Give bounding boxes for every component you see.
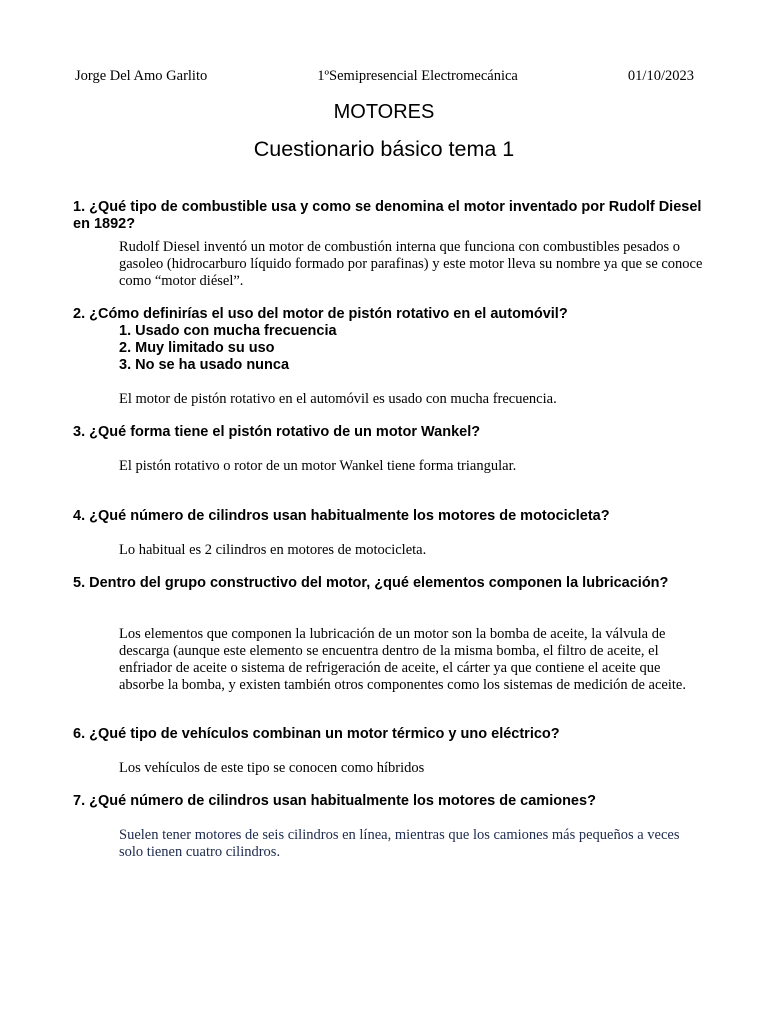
question-2: 2. ¿Cómo definirías el uso del motor de pistón rotativo en el automóvil?	[73, 306, 568, 322]
question-6: 6. ¿Qué tipo de vehículos combinan un motor térmico y uno eléctrico?	[73, 726, 560, 742]
document-date: 01/10/2023	[627, 68, 694, 84]
document-subtitle: Cuestionario básico tema 1	[253, 137, 515, 161]
answer-6: Los vehículos de este tipo se conocen como híbridos	[119, 760, 425, 776]
question-2-option-1: 1. Usado con mucha frecuencia	[119, 323, 337, 339]
question-2-option-2: 2. Muy limitado su uso	[119, 340, 275, 356]
question-5: 5. Dentro del grupo constructivo del motor, ¿qué elementos componen la lubricación?	[73, 575, 669, 591]
answer-3: El pistón rotativo o rotor de un motor Wankel tiene forma triangular.	[119, 458, 517, 474]
question-3: 3. ¿Qué forma tiene el pistón rotativo de un motor Wankel?	[73, 424, 481, 440]
answer-5: Los elementos que componen la lubricación de un motor son la bomba de aceite, la válvula de descarga (aunque este elemento se encuentra dentro de la misma bomba, el filtro de aceite, el enfriador de aceite o sistema de refrigeración de aceite, el cárter ya que contiene el aceite que absorbe la bomba, y existen también otros componentes como los sistemas de medición de aceite.	[119, 626, 686, 693]
question-7: 7. ¿Qué número de cilindros usan habitualmente los motores de camiones?	[73, 793, 596, 809]
question-1: 1. ¿Qué tipo de combustible usa y como se denomina el motor inventado por Rudolf Diesel en 1892?	[73, 199, 702, 232]
question-4: 4. ¿Qué número de cilindros usan habitualmente los motores de motocicleta?	[73, 508, 610, 524]
answer-7: Suelen tener motores de seis cilindros en línea, mientras que los camiones más pequeños a veces solo tienen cuatro cilindros.	[119, 827, 680, 860]
course-name: 1ºSemipresencial Electromecánica	[317, 68, 518, 84]
answer-4: Lo habitual es 2 cilindros en motores de motocicleta.	[119, 542, 427, 558]
page-header	[75, 68, 694, 85]
answer-2: El motor de pistón rotativo en el automóvil es usado con mucha frecuencia.	[119, 391, 557, 407]
author-name: Jorge Del Amo Garlito	[75, 68, 208, 84]
question-2-option-3: 3. No se ha usado nunca	[119, 357, 290, 373]
document-title: MOTORES	[333, 101, 435, 123]
answer-1: Rudolf Diesel inventó un motor de combustión interna que funciona con combustibles pesados o gasoleo (hidrocarburo líquido formado por parafinas) y este motor lleva su nombre ya que se conoce como “motor diésel”.	[119, 239, 703, 289]
